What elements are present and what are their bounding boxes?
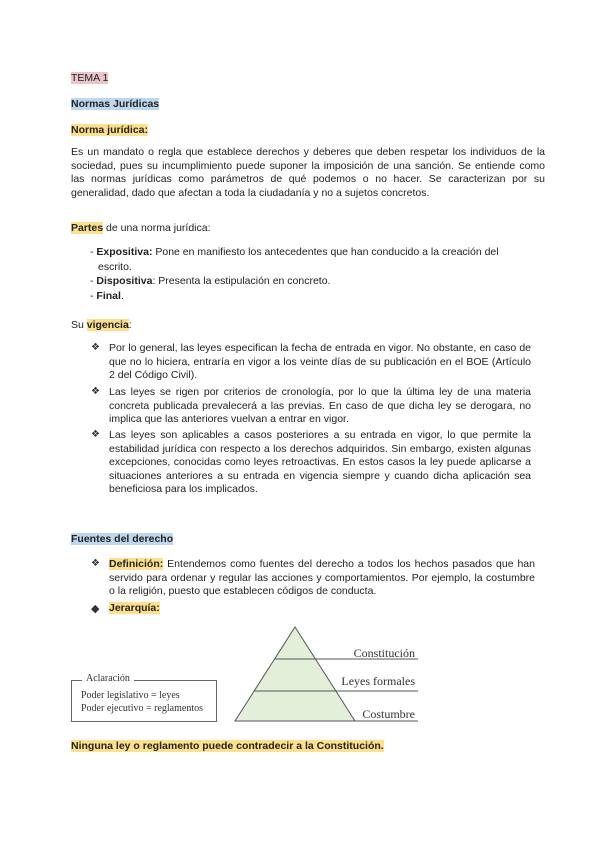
diamond-bullet-icon: ❖ — [91, 386, 100, 397]
norma-title: Norma jurídica: — [71, 124, 149, 136]
fuentes-definicion: Definición: Entendemos como fuentes del derecho a todos los hechos pasados que han servido para ordenar y regular las acciones y comportamientos. Por ejemplo, la costumbre o la religión, puesto que establecen códigos de conducta. — [109, 558, 535, 597]
vigencia-bullet: Las leyes son aplicables a casos posteriores a su entrada en vigor, lo que permite la estabilidad jurídica con respecto a los derechos adquiridos. Sin embargo, existen algunas excepciones, conocidas como leyes retroactivas. En estos casos la ley puede aplicarse a situaciones anteriores a su entrada en vigencia siempre y cuando dicha aplicación sea beneficiosa para los implicados. — [109, 429, 531, 495]
partes-list — [90, 245, 530, 303]
norma-definition: Es un mandato o regla que establece derechos y deberes que deben respetar los individuos de la sociedad, pues su incumplimiento puede suponer la imposición de una sanción. Se entiende como las normas jurídicas como parámetros de qué podemos o no hacer. Se caracterizan por su generalidad, dado que afectan a toda la ciudadanía y no a sujetos concretos. — [71, 146, 545, 199]
pyramid-level-leyes: Leyes formales — [341, 674, 415, 688]
diamond-bullet-icon: ❖ — [91, 429, 100, 440]
pyramid-level-costumbre: Costumbre — [362, 707, 415, 721]
filled-diamond-icon: ◆ — [91, 603, 100, 615]
tema-label: TEMA 1 — [71, 72, 109, 84]
vigencia-intro: Su vigencia: — [71, 319, 132, 331]
aclaracion-box — [71, 673, 217, 722]
diamond-bullet-icon: ❖ — [91, 558, 100, 569]
hierarchy-pyramid — [230, 620, 420, 730]
aclaracion-content: Poder legislativo = leyes Poder ejecutivo = reglamentos — [81, 690, 203, 714]
fuentes-title: Fuentes del derecho — [71, 533, 174, 545]
pyramid-shape — [235, 627, 355, 721]
diamond-bullet-icon: ❖ — [91, 342, 100, 353]
conclusion: Ninguna ley o reglamento puede contradecir a la Constitución. — [71, 740, 384, 752]
aclaracion-title: Aclaración — [82, 673, 134, 684]
pyramid-level-constitucion: Constitución — [353, 646, 415, 660]
vigencia-bullet: Las leyes se rigen por criterios de cronología, por lo que la última ley de una materia concreta publicada prevalecerá a las previas. En caso de que dicha ley se derogara, no implica que las anteriores vuelvan a entrar en vigor. — [109, 386, 531, 425]
vigencia-bullet: Por lo general, las leyes especifican la fecha de entrada en vigor. No obstante, en caso de que no lo hiciera, entraría en vigor a los veinte días de su publicación en el BOE (Artículo 2 del Código Civil). — [109, 342, 531, 381]
page-title: Normas Jurídicas — [71, 98, 160, 110]
partes-item: - Dispositiva: Presenta la estipulación en concreto. — [90, 275, 331, 287]
jerarquia-label: Jerarquía: — [109, 602, 160, 614]
partes-item: - Expositiva: Pone en manifiesto los antecedentes que han conducido a la creación del escrito. — [90, 246, 499, 273]
partes-intro: Partes de una norma jurídica: — [71, 222, 211, 234]
partes-item: - Final. — [90, 289, 124, 302]
